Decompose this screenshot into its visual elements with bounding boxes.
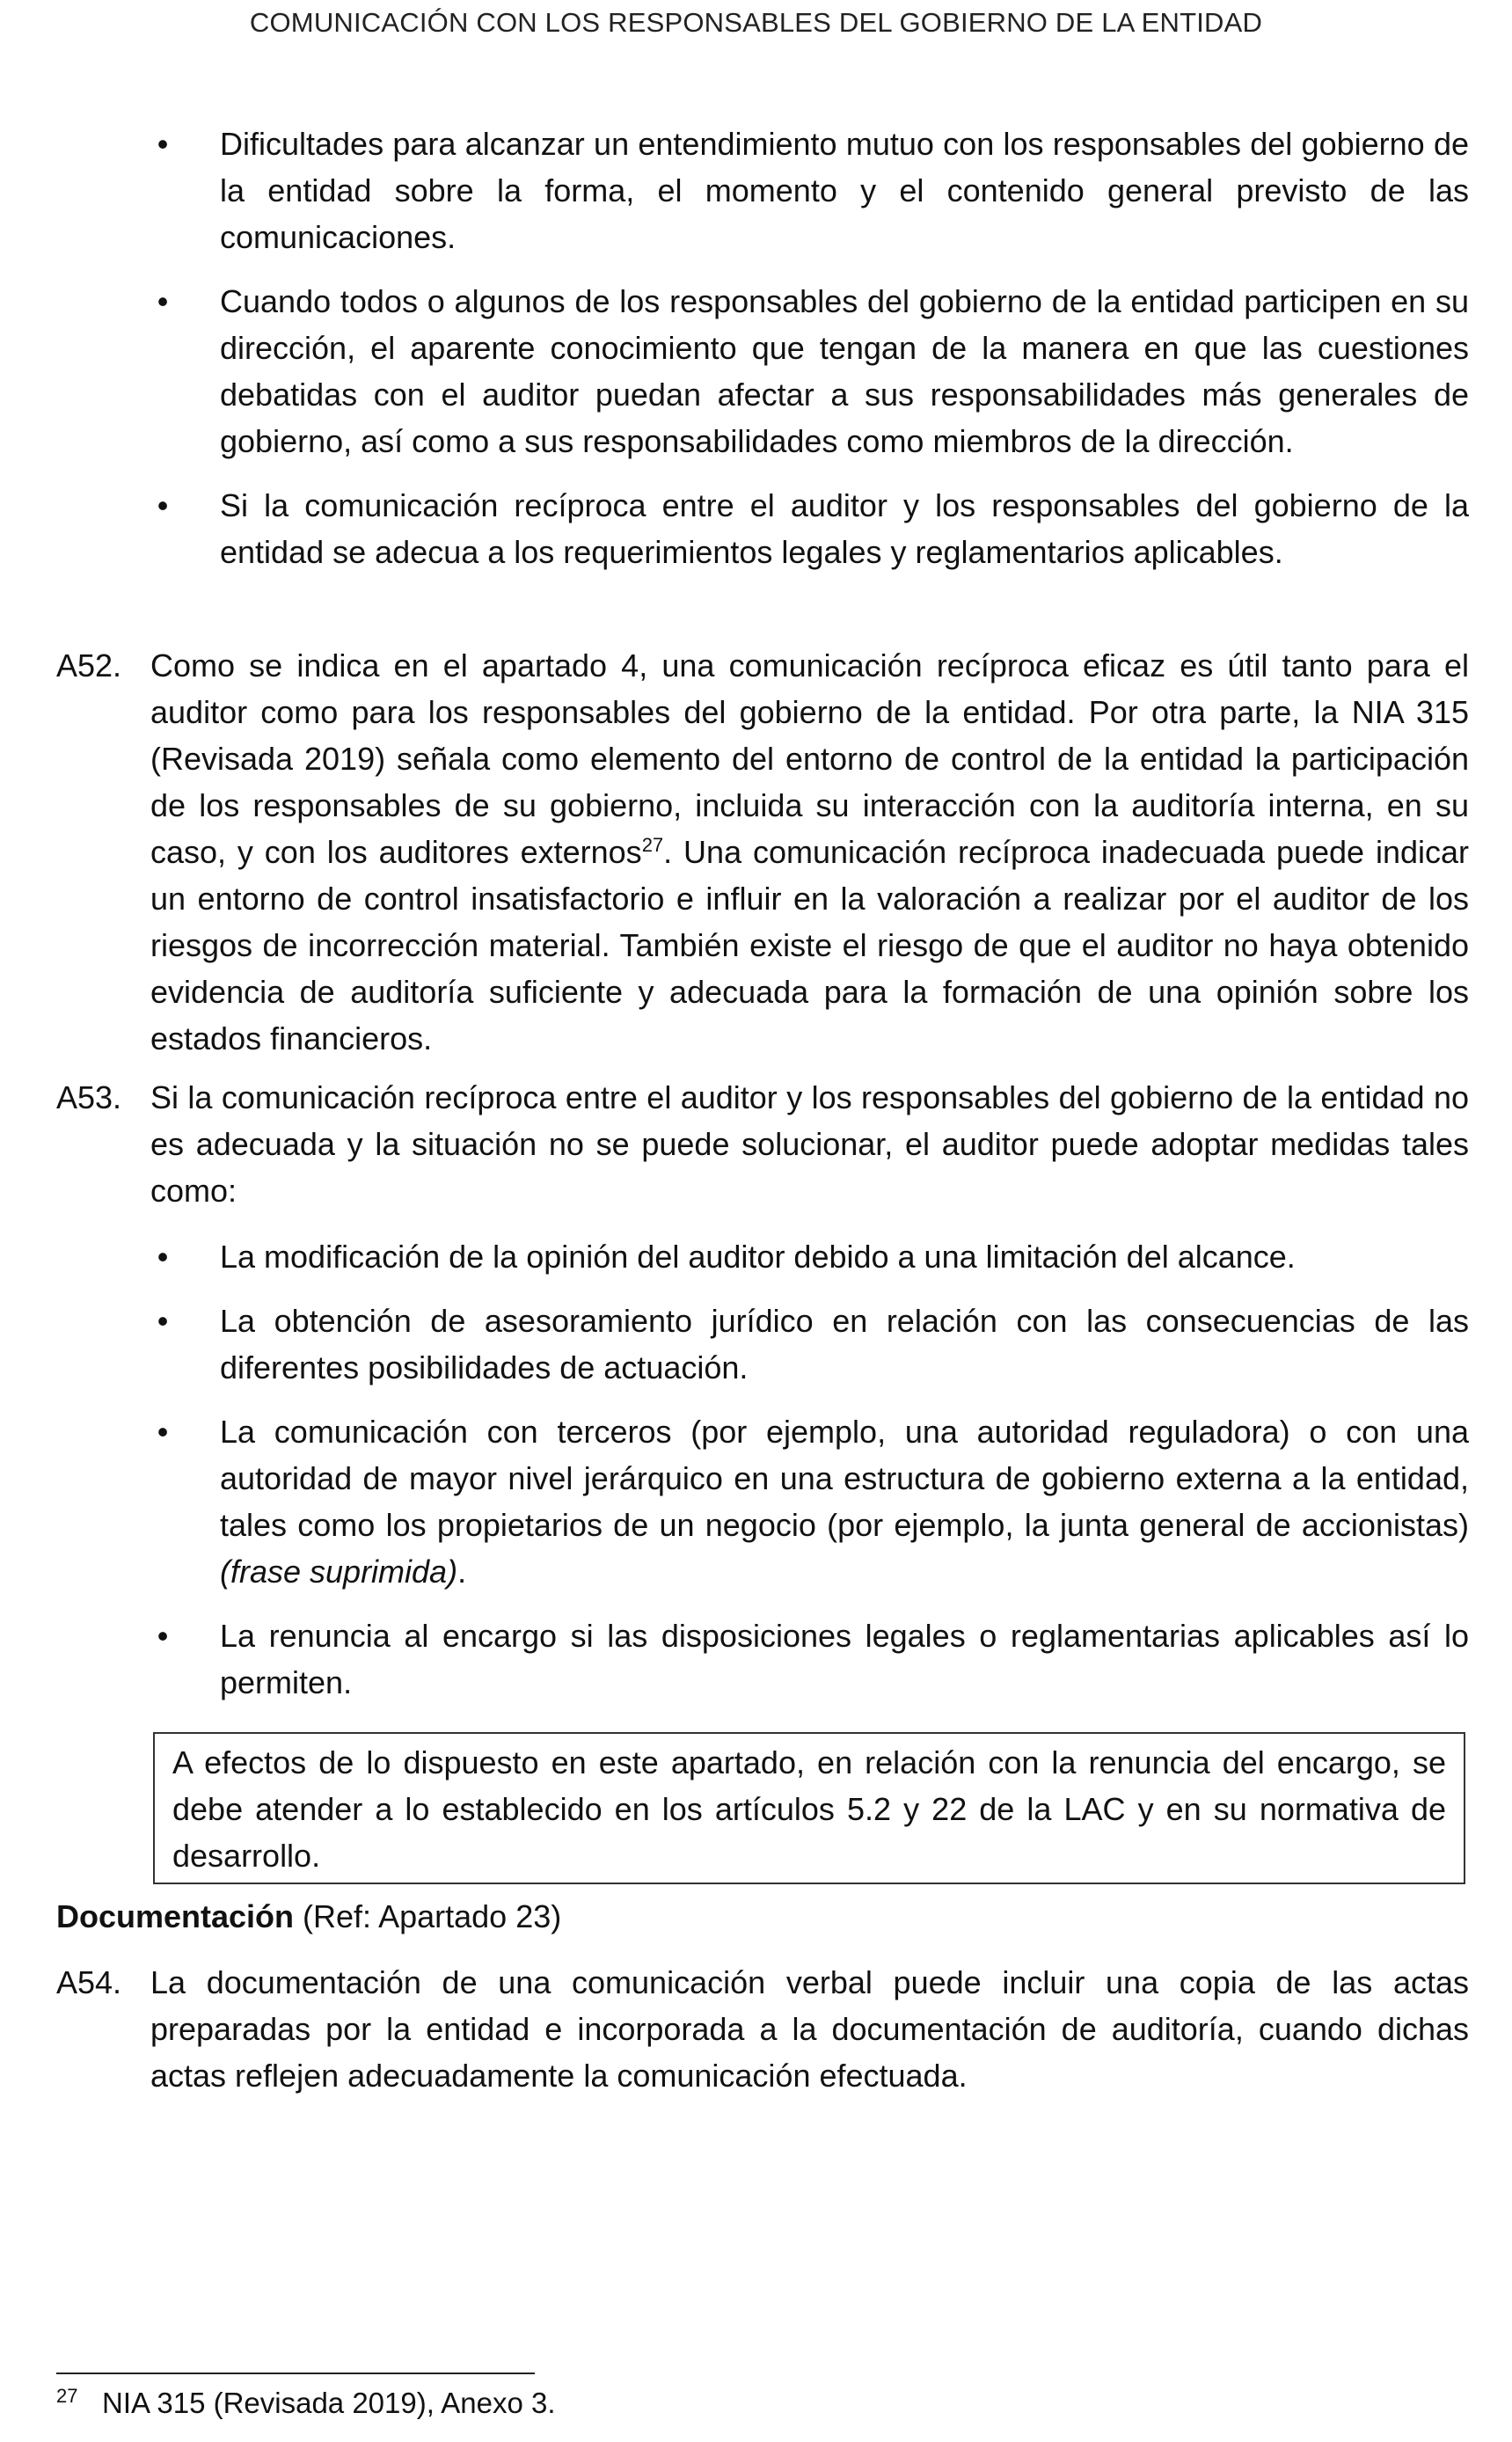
paragraph-a53 bbox=[56, 1074, 1469, 1214]
deleted-phrase-note: (frase suprimida) bbox=[220, 1554, 458, 1590]
bullet-text: Dificultades para alcanzar un entendimiento mutuo con los responsables del gobierno de la entidad sobre la forma, el momento y el contenido general previsto de las comunicaciones. bbox=[220, 126, 1469, 255]
footnote-divider bbox=[56, 2373, 535, 2374]
section-reference: (Ref: Apartado 23) bbox=[294, 1898, 562, 1934]
paragraph-number: A53. bbox=[56, 1079, 122, 1115]
bullet-icon: • bbox=[157, 1618, 169, 1654]
paragraph-text-continued: . Una comunicación recíproca inadecuada puede indicar un entorno de control insatisfactorio e influir en la valoración a realizar por el auditor de los riesgos de incorrección material. También existe el riesgo de que el auditor no haya obtenido evidencia de auditoría suficiente y adecuada para la formación de una opinión sobre los estados financieros. bbox=[150, 834, 1469, 1056]
bullet-text: La renuncia al encargo si las disposiciones legales o reglamentarias aplicables así lo permiten. bbox=[220, 1618, 1469, 1700]
bullet-icon: • bbox=[157, 1414, 169, 1450]
bullet-item bbox=[150, 121, 1469, 260]
paragraph-a54 bbox=[56, 1959, 1469, 2099]
paragraph-number: A54. bbox=[56, 1964, 122, 2000]
bullet-text: Si la comunicación recíproca entre el auditor y los responsables del gobierno de la entidad se adecua a los requerimientos legales y reglamentarios aplicables. bbox=[220, 487, 1469, 570]
a53-bullet-list bbox=[150, 1233, 1469, 1723]
bullet-item bbox=[150, 1233, 1469, 1280]
bullet-text: La modificación de la opinión del auditor debido a una limitación del alcance. bbox=[220, 1239, 1296, 1275]
footnote: 27 NIA 315 (Revisada 2019), Anexo 3. bbox=[56, 2385, 556, 2419]
section-title: Documentación bbox=[56, 1898, 295, 1934]
bullet-item bbox=[150, 1408, 1469, 1595]
bullet-text: La obtención de asesoramiento jurídico en relación con las consecuencias de las diferentes posibilidades de actuación. bbox=[220, 1303, 1469, 1386]
bullet-icon: • bbox=[157, 283, 169, 319]
bullet-text bbox=[220, 1408, 1469, 1595]
bullet-icon: • bbox=[157, 1303, 169, 1339]
note-box bbox=[153, 1732, 1465, 1884]
page-header: COMUNICACIÓN CON LOS RESPONSABLES DEL GOBIERNO DE LA ENTIDAD bbox=[249, 7, 1263, 38]
section-heading bbox=[56, 1893, 561, 1940]
note-box-text: A efectos de lo dispuesto en este apartado, en relación con la renuncia del encargo, se debe atender a lo establecido en los artículos 5.2 y 22 de la LAC y en su normativa de desarrollo. bbox=[172, 1744, 1446, 1874]
footnote-reference[interactable]: 27 bbox=[641, 834, 664, 856]
paragraph-text: Como se indica en el apartado 4, una comunicación recíproca eficaz es útil tanto para el auditor como para los responsables del gobierno de la entidad. Por otra parte, la NIA 315 (Revisada 2019) señala como elemento del entorno de control de la entidad la participación de los responsables de su gobierno, incluida su interacción con la auditoría interna, en su caso, y con los auditores externos bbox=[150, 647, 1469, 870]
bullet-icon: • bbox=[157, 126, 169, 162]
paragraph-body bbox=[150, 642, 1469, 1062]
bullet-text: Cuando todos o algunos de los responsables del gobierno de la entidad participen en su dirección, el aparente conocimiento que tengan de la manera en que las cuestiones debatidas con el auditor puedan afectar a sus responsabilidades más generales de gobierno, así como a sus responsabilidades como miembros de la dirección. bbox=[220, 283, 1469, 459]
top-bullet-list bbox=[150, 121, 1469, 593]
bullet-item bbox=[150, 278, 1469, 464]
bullet-text-end: . bbox=[457, 1554, 467, 1590]
bullet-item bbox=[150, 1298, 1469, 1391]
paragraph-body: Si la comunicación recíproca entre el auditor y los responsables del gobierno de la entidad no es adecuada y la situación no se puede solucionar, el auditor puede adoptar medidas tales como: bbox=[150, 1079, 1469, 1209]
bullet-item bbox=[150, 1612, 1469, 1706]
paragraph-number: A52. bbox=[56, 647, 122, 684]
bullet-item bbox=[150, 482, 1469, 575]
bullet-text-main: La comunicación con terceros (por ejemplo, una autoridad reguladora) o con una autoridad de mayor nivel jerárquico en una estructura de gobierno externa a la entidad, tales como los propietarios de un negocio (por ejemplo, la junta general de accionistas) bbox=[220, 1414, 1469, 1543]
bullet-icon: • bbox=[157, 1239, 169, 1275]
paragraph-body: La documentación de una comunicación verbal puede incluir una copia de las actas preparadas por la entidad e incorporada a la documentación de auditoría, cuando dichas actas reflejen adecuadamente la comunicación efectuada. bbox=[150, 1964, 1469, 2094]
paragraph-a52 bbox=[56, 642, 1469, 1062]
bullet-icon: • bbox=[157, 487, 169, 523]
footnote-text: NIA 315 (Revisada 2019), Anexo 3. bbox=[102, 2387, 556, 2419]
